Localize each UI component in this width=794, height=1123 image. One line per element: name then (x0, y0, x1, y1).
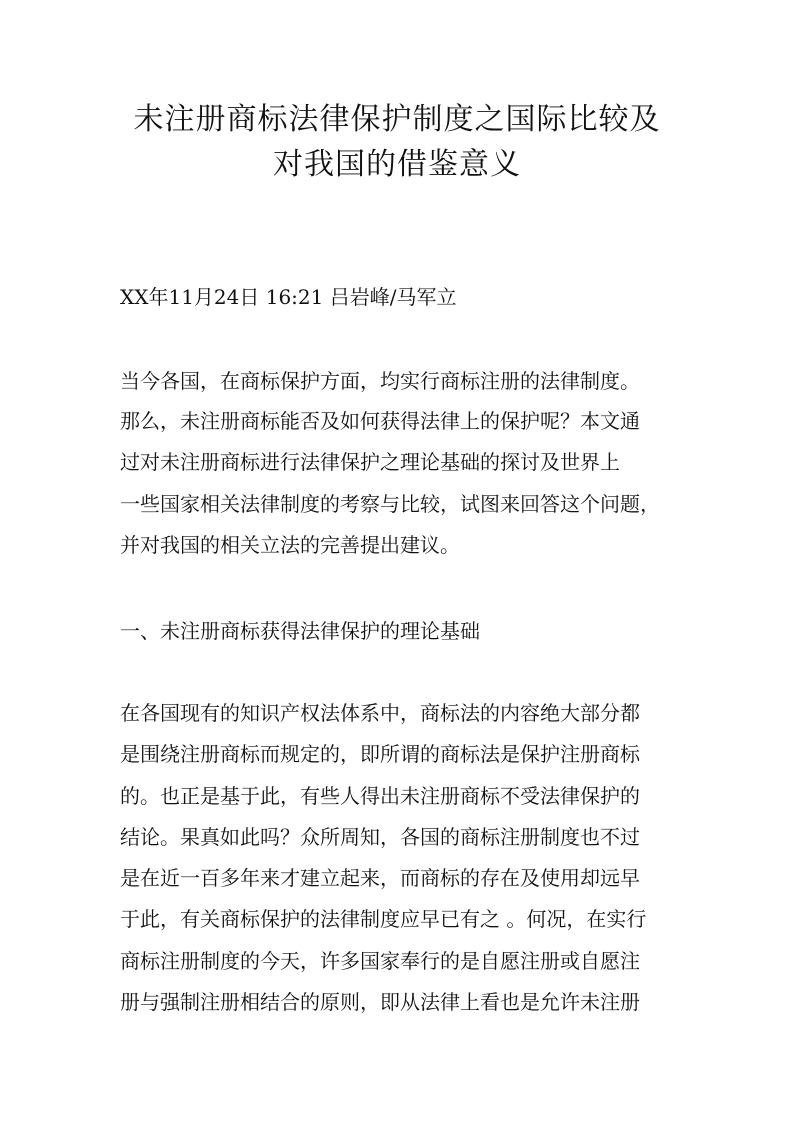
body-paragraph-line: 的。也正是基于此，有些人得出未注册商标不受法律保护的 (120, 784, 640, 808)
document-title-line-1: 未注册商标法律保护制度之国际比较及 (133, 102, 661, 137)
body-paragraph-line: 是在近一百多年来才建立起来，而商标的存在及使用却远早 (120, 866, 640, 890)
body-paragraph-line: 于此，有关商标保护的法律制度应早已有之 。何况，在实行 (120, 907, 647, 931)
intro-paragraph-line: 当今各国，在商标保护方面，均实行商标注册的法律制度。 (120, 369, 640, 393)
intro-paragraph-line: 并对我国的相关立法的完善提出建议。 (120, 533, 460, 557)
body-paragraph-line: 商标注册制度的今天，许多国家奉行的是自愿注册或自愿注 (120, 949, 640, 973)
intro-paragraph-line: 一些国家相关法律制度的考察与比较，试图来回答这个问题， (120, 492, 660, 516)
intro-paragraph-line: 过对未注册商标进行法律保护之理论基础的探讨及世界上 (120, 450, 620, 474)
document-title-line-2: 对我国的借鉴意义 (273, 147, 521, 182)
body-paragraph-line: 结论。果真如此吗？众所周知，各国的商标注册制度也不过 (120, 825, 640, 849)
body-paragraph-line: 在各国现有的知识产权法体系中，商标法的内容绝大部分都 (120, 701, 640, 725)
intro-paragraph-line: 那么，未注册商标能否及如何获得法律上的保护呢？本文通 (120, 409, 640, 433)
document-meta: XX年11月24日 16:21 吕岩峰/马军立 (120, 285, 457, 309)
body-paragraph-line: 册与强制注册相结合的原则，即从法律上看也是允许未注册 (120, 990, 640, 1014)
section-heading: 一、未注册商标获得法律保护的理论基础 (120, 619, 480, 643)
body-paragraph-line: 是围绕注册商标而规定的，即所谓的商标法是保护注册商标 (120, 742, 640, 766)
